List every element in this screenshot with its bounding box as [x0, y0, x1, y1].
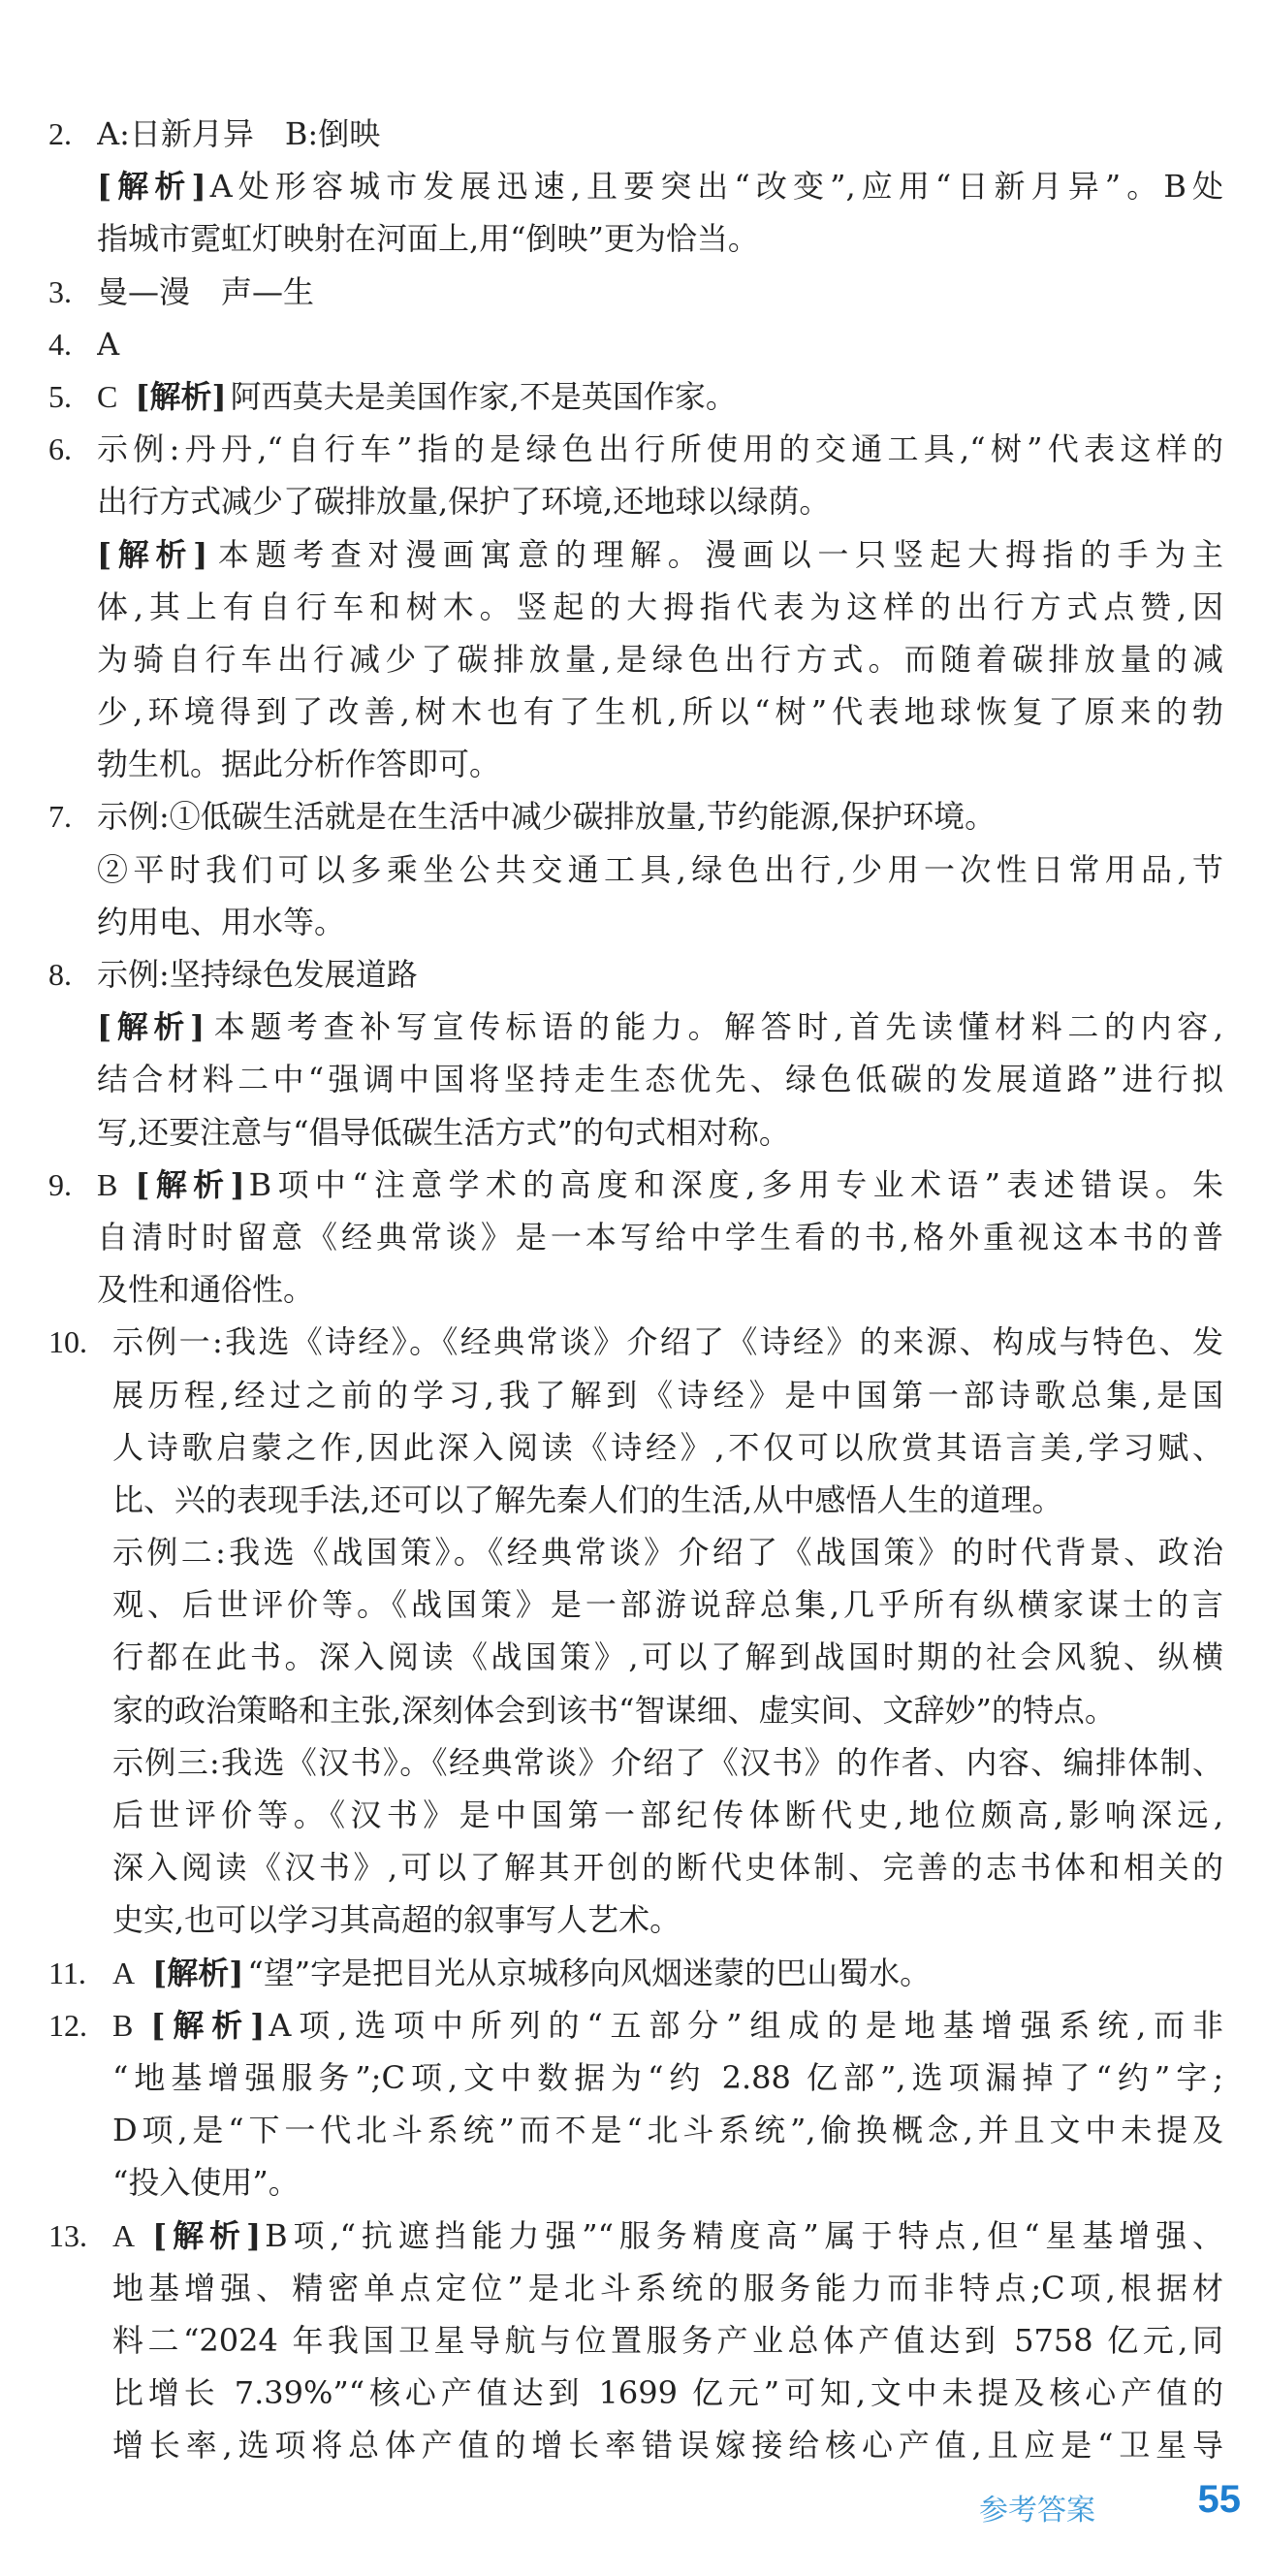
analysis-label: [解析] [135, 377, 227, 415]
line-text: 比、兴的表现手法,还可以了解先秦人们的生活,从中感悟人生的道理。 [112, 1480, 1063, 1518]
answer-choice: C [97, 378, 118, 414]
question-number: 5. [48, 378, 72, 414]
line-text: 史实,也可以学习其高超的叙事写人艺术。 [112, 1901, 681, 1939]
question-number: 2. [48, 116, 72, 151]
question-number: 12. [48, 2007, 87, 2043]
text-line [97, 528, 1223, 581]
line-text: 观、后世评价等。《战国策》是一部游说辞总集,几乎所有纵横家谋士的言 [112, 1586, 1223, 1624]
text-line [97, 160, 1223, 212]
analysis-label: [解析] [97, 168, 206, 206]
line-text: D项,是“下一代北斗系统”而不是“北斗系统”,偷换概念,并且文中未提及 [112, 2112, 1223, 2149]
text-line [97, 318, 1223, 370]
question-number: 11. [48, 1955, 86, 1990]
text-line [112, 1841, 1223, 1893]
line-text: 比增长 7.39%”“核心产值达到 1699 亿元”可知,文中未提及核心产值的 [112, 2374, 1223, 2412]
line-text: 示例:①低碳生活就是在生活中减少碳排放量,节约能源,保护环境。 [97, 798, 997, 836]
line-text: 写,还要注意与“倡导低碳生活方式”的句式相对称。 [97, 1113, 790, 1151]
answer-choice: B [112, 2007, 134, 2043]
line-text: 地基增强、精密单点定位”是北斗系统的服务能力而非特点;C项,根据材 [112, 2269, 1223, 2306]
text-line [112, 1999, 1223, 2051]
line-text: 示例:坚持绿色发展道路 [97, 956, 418, 993]
text-line [112, 1684, 1223, 1736]
text-line [97, 685, 1223, 738]
line-text: 家的政治策略和主张,深刻体会到该书“智谋细、虚实间、文辞妙”的特点。 [112, 1691, 1116, 1729]
line-text: 本题考查对漫画寓意的理解。漫画以一只竖起大拇指的手为主 [211, 535, 1223, 573]
answer-item [0, 1947, 1266, 1999]
text-line [97, 738, 1223, 790]
answer-item [0, 948, 1266, 1159]
answer-item [0, 318, 1266, 370]
line-text: 勃生机。据此分析作答即可。 [97, 746, 501, 783]
question-number: 13. [48, 2217, 87, 2253]
line-text: 及性和通俗性。 [97, 1271, 315, 1309]
footer-section-title: 参考答案 [979, 2494, 1095, 2528]
text-line [97, 581, 1223, 633]
text-line [97, 1106, 1223, 1159]
line-text: 出行方式减少了碳排放量,保护了环境,还地球以绿荫。 [97, 483, 831, 521]
line-text: 自清时时留意《经典常谈》是一本写给中学生看的书,格外重视这本书的普 [97, 1218, 1223, 1256]
line-text: 行都在此书。深入阅读《战国策》,可以了解到战国时期的社会风貌、纵横 [112, 1638, 1223, 1676]
text-line [112, 2156, 1223, 2209]
question-number: 10. [48, 1324, 87, 1360]
text-line [112, 1789, 1223, 1841]
text-line [97, 1001, 1223, 1053]
line-text: 为骑自行车出行减少了碳排放量,是绿色出行方式。而随着碳排放量的减 [97, 640, 1223, 678]
line-text: “地基增强服务”;C项,文中数据为“约 2.88 亿部”,选项漏掉了“约”字; [112, 2058, 1223, 2096]
text-line [112, 1893, 1223, 1946]
question-number: 7. [48, 799, 72, 835]
text-line [97, 948, 1223, 1001]
text-line [112, 2419, 1223, 2471]
line-text: A项,选项中所列的“五部分”组成的是地基增强系统,而非 [269, 2006, 1223, 2044]
line-text: 体,其上有自行车和树木。竖起的大拇指代表为这样的出行方式点赞,因 [97, 588, 1223, 625]
text-line [97, 370, 1223, 423]
question-number: 3. [48, 273, 72, 309]
line-text: A处形容城市发展迅速,且要突出“改变”,应用“日新月异”。B处 [209, 168, 1223, 206]
text-line [112, 1369, 1223, 1421]
text-line [112, 1947, 1223, 1999]
line-text: “投入使用”。 [112, 2164, 300, 2202]
text-line [97, 1159, 1223, 1211]
text-line [97, 423, 1223, 475]
answer-item [0, 1316, 1266, 1946]
text-line [112, 2051, 1223, 2104]
analysis-label: [解析] [152, 2216, 262, 2254]
analysis-label: [解析] [150, 2006, 266, 2044]
text-line [97, 475, 1223, 527]
text-line [97, 1053, 1223, 1105]
analysis-label: [解析] [97, 535, 208, 573]
text-line [112, 2262, 1223, 2314]
text-line [112, 1631, 1223, 1683]
line-text: 本题考查补写宣传标语的能力。解答时,首先读懂材料二的内容, [208, 1008, 1223, 1046]
line-text: 示例二:我选《战国策》。《经典常谈》介绍了《战国策》的时代背景、政治 [112, 1534, 1223, 1572]
line-text: “望”字是把目光从京城移向风烟迷蒙的巴山蜀水。 [247, 1954, 932, 1991]
answer-item [0, 370, 1266, 423]
line-text: 后世评价等。《汉书》是中国第一部纪传体断代史,地位颇高,影响深远, [112, 1797, 1223, 1833]
answer-item [0, 1999, 1266, 2210]
line-text: 少,环境得到了改善,树木也有了生机,所以“树”代表地球恢复了原来的勃 [97, 693, 1223, 731]
text-line [97, 1263, 1223, 1316]
text-line [97, 790, 1223, 843]
answer-choice: B [97, 1166, 118, 1202]
line-text: ②平时我们可以多乘坐公共交通工具,绿色出行,少用一次性日常用品,节 [97, 850, 1223, 888]
line-text: 人诗歌启蒙之作,因此深入阅读《诗经》,不仅可以欣赏其语言美,学习赋、 [112, 1428, 1223, 1466]
line-text: 示例一:我选《诗经》。《经典常谈》介绍了《诗经》的来源、构成与特色、发 [112, 1323, 1223, 1361]
line-text: 展历程,经过之前的学习,我了解到《诗经》是中国第一部诗歌总集,是国 [112, 1376, 1223, 1414]
line-text: B项,“抗遮挡能力强”“服务精度高”属于特点,但“星基增强、 [265, 2216, 1223, 2254]
line-text: B项中“注意学术的高度和深度,多用专业术语”表述错误。朱 [248, 1165, 1223, 1203]
text-line [112, 2210, 1223, 2262]
answer-item [0, 2210, 1266, 2472]
page-footer [979, 2478, 1241, 2527]
text-line [112, 1474, 1223, 1526]
line-text: 结合材料二中“强调中国将坚持走生态优先、绿色低碳的发展道路”进行拟 [97, 1061, 1223, 1098]
answer-item [0, 790, 1266, 948]
line-text: 示例三:我选《汉书》。《经典常谈》介绍了《汉书》的作者、内容、编排体制、 [112, 1743, 1223, 1781]
text-line [97, 896, 1223, 948]
text-line [97, 843, 1223, 896]
text-line [97, 212, 1223, 265]
text-line [112, 1736, 1223, 1789]
question-number: 8. [48, 957, 72, 992]
text-line [97, 266, 1223, 318]
line-text: 约用电、用水等。 [97, 903, 346, 940]
line-text: 阿西莫夫是美国作家,不是英国作家。 [230, 377, 737, 415]
text-line [112, 2314, 1223, 2367]
analysis-label: [解析] [152, 1954, 244, 1991]
text-line [112, 1526, 1223, 1578]
line-text: 料二“2024 年我国卫星导航与位置服务产业总体产值达到 5758 亿元,同 [112, 2321, 1223, 2359]
text-line [112, 1421, 1223, 1474]
question-number: 4. [48, 326, 72, 362]
question-number: 6. [48, 431, 72, 467]
answer-item [0, 266, 1266, 318]
answer-item [0, 1159, 1266, 1317]
page-number: 55 [1197, 2478, 1241, 2521]
line-text: 曼—漫 声—生 [97, 272, 315, 310]
analysis-label: [解析] [135, 1165, 245, 1203]
analysis-label: [解析] [97, 1008, 206, 1046]
line-text: 示例:丹丹,“自行车”指的是绿色出行所使用的交通工具,“树”代表这样的 [97, 430, 1223, 468]
question-number: 9. [48, 1166, 72, 1202]
text-line [112, 1316, 1223, 1368]
text-line [97, 108, 1223, 160]
answer-choice: A [112, 1955, 136, 1990]
text-line [112, 2367, 1223, 2419]
line-text: A [97, 325, 120, 363]
answer-item [0, 423, 1266, 790]
line-text: 指城市霓虹灯映射在河面上,用“倒映”更为恰当。 [97, 220, 759, 258]
text-line [97, 633, 1223, 685]
answer-item [0, 108, 1266, 266]
text-line [97, 1211, 1223, 1263]
line-text: 增长率,选项将总体产值的增长率错误嫁接给核心产值,且应是“卫星导 [112, 2427, 1223, 2465]
line-text: A:日新月异 B:倒映 [97, 115, 381, 152]
answer-choice: A [112, 2217, 136, 2253]
text-line [112, 2104, 1223, 2156]
text-line [112, 1578, 1223, 1631]
answer-list [0, 108, 1266, 2471]
line-text: 深入阅读《汉书》,可以了解其开创的断代史体制、完善的志书体和相关的 [112, 1849, 1223, 1887]
